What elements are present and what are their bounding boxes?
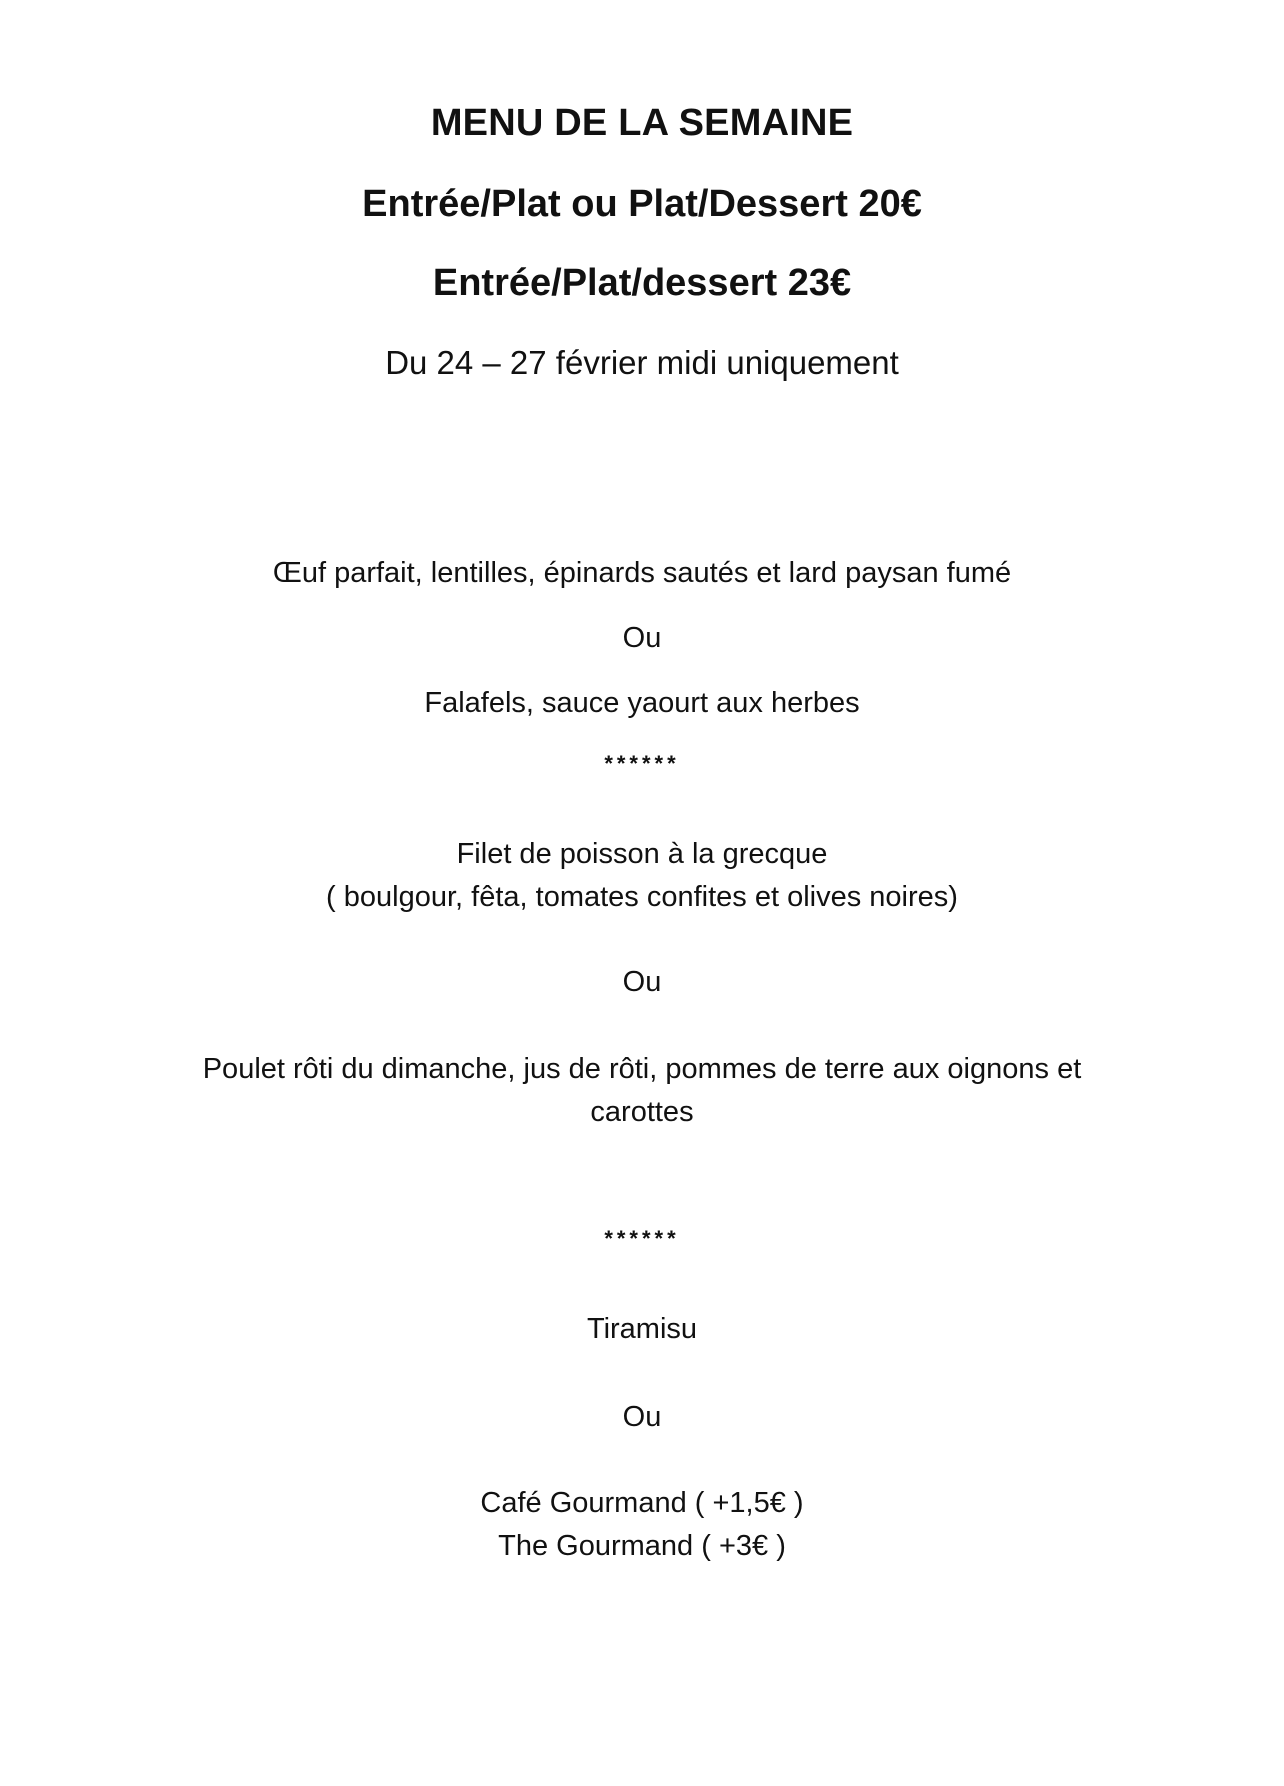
price-two-courses: Entrée/Plat ou Plat/Dessert 20€ xyxy=(362,183,922,225)
entree-or: Ou xyxy=(622,622,662,654)
dessert-or: Ou xyxy=(622,1401,662,1433)
plat-item-1-details: ( boulgour, fêta, tomates confites et olives noires) xyxy=(326,881,958,913)
dessert-item-3: The Gourmand ( +3€ ) xyxy=(498,1530,786,1562)
plat-item-1-title: Filet de poisson à la grecque xyxy=(456,838,828,870)
plat-item-2-line-2: carottes xyxy=(590,1096,694,1128)
plat-item-2-line-1: Poulet rôti du dimanche, jus de rôti, pommes de terre aux oignons et xyxy=(202,1053,1082,1085)
page-title: MENU DE LA SEMAINE xyxy=(430,102,854,144)
service-dates: Du 24 – 27 février midi uniquement xyxy=(385,344,899,381)
separator-2: ****** xyxy=(604,1226,680,1251)
plat-or: Ou xyxy=(622,966,662,998)
separator-1: ****** xyxy=(604,751,680,776)
dessert-item-2: Café Gourmand ( +1,5€ ) xyxy=(480,1487,804,1519)
entree-item-2: Falafels, sauce yaourt aux herbes xyxy=(424,687,860,719)
price-three-courses: Entrée/Plat/dessert 23€ xyxy=(432,262,852,304)
entree-item-1: Œuf parfait, lentilles, épinards sautés et lard paysan fumé xyxy=(272,557,1012,589)
dessert-item-1: Tiramisu xyxy=(586,1313,698,1345)
